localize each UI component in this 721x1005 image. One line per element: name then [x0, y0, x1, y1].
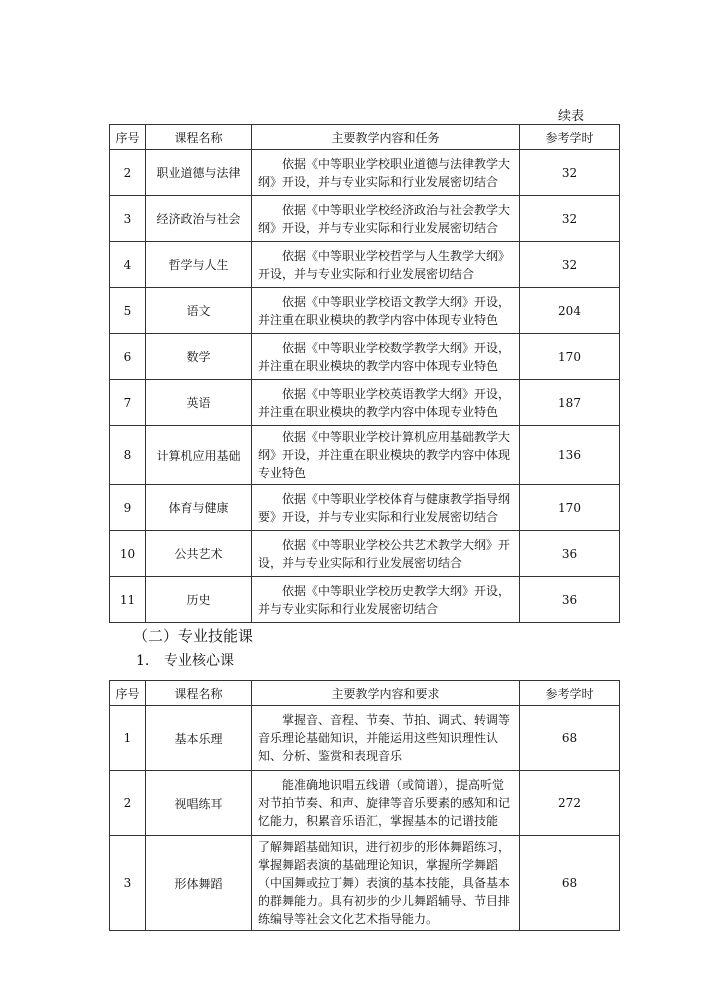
course-content-text: 依据《中等职业学校经济政治与社会教学大纲》开设，并与专业实际和行业发展密切结合 — [258, 202, 511, 235]
course-content-text: 依据《中等职业学校历史教学大纲》开设，并与专业实际和行业发展密切结合 — [258, 583, 511, 616]
table-row — [110, 836, 620, 931]
course-name: 体育与健康 — [146, 485, 252, 531]
subsection-number: 1. — [136, 653, 150, 669]
course-content-text: 依据《中等职业学校英语教学大纲》开设，并注重在职业模块的教学内容中体现专业特色 — [258, 386, 511, 419]
course-hours: 68 — [520, 706, 620, 771]
course-content-text: 能准确地识唱五线谱（或简谱），提高听觉对节拍节奏、和声、旋律等音乐要素的感知和记忆能力，积累音乐语汇，掌握基本的记谱技能 — [258, 778, 511, 828]
course-content — [252, 706, 520, 771]
course-content — [252, 150, 520, 196]
course-name: 公共艺术 — [146, 531, 252, 577]
table-row — [110, 771, 620, 836]
table-row — [110, 426, 620, 485]
row-number: 10 — [110, 531, 146, 577]
course-hours: 68 — [520, 836, 620, 931]
course-hours: 170 — [520, 334, 620, 380]
course-hours: 36 — [520, 577, 620, 623]
course-hours: 32 — [520, 150, 620, 196]
course-content — [252, 380, 520, 426]
course-hours: 32 — [520, 196, 620, 242]
course-content-text: 掌握音、音程、节奏、节拍、调式、转调等音乐理论基础知识，并能运用这些知识理性认知、分析、鉴赏和表现音乐 — [258, 713, 511, 763]
course-content-text: 依据《中等职业学校语文教学大纲》开设，并注重在职业模块的教学内容中体现专业特色 — [258, 294, 511, 327]
header-content: 主要教学内容和任务 — [252, 125, 520, 150]
course-hours: 204 — [520, 288, 620, 334]
course-name: 计算机应用基础 — [146, 426, 252, 485]
row-number: 9 — [110, 485, 146, 531]
course-hours: 36 — [520, 531, 620, 577]
course-hours: 32 — [520, 242, 620, 288]
course-content-text: 依据《中等职业学校计算机应用基础教学大纲》开设，并注重在职业模块的教学内容中体现专业特色 — [258, 430, 511, 480]
row-number: 7 — [110, 380, 146, 426]
course-content — [252, 836, 520, 931]
table-row — [110, 150, 620, 196]
course-content — [252, 577, 520, 623]
general-courses-table — [109, 124, 620, 623]
table-header-row — [110, 681, 620, 706]
course-name: 历史 — [146, 577, 252, 623]
course-content-text: 依据《中等职业学校公共艺术教学大纲》开设，并与专业实际和行业发展密切结合 — [258, 537, 511, 570]
course-content-text: 依据《中等职业学校体育与健康教学指导纲要》开设，并与专业实际和行业发展密切结合 — [258, 491, 511, 524]
table-row — [110, 334, 620, 380]
course-name: 数学 — [146, 334, 252, 380]
subsection-title: 专业核心课 — [164, 653, 234, 669]
core-courses-table — [109, 680, 620, 931]
course-name: 经济政治与社会 — [146, 196, 252, 242]
course-name: 语文 — [146, 288, 252, 334]
header-no: 序号 — [110, 125, 146, 150]
course-hours: 272 — [520, 771, 620, 836]
row-number: 11 — [110, 577, 146, 623]
course-name: 视唱练耳 — [146, 771, 252, 836]
table-row — [110, 380, 620, 426]
course-name: 形体舞蹈 — [146, 836, 252, 931]
table-row — [110, 242, 620, 288]
course-content — [252, 531, 520, 577]
row-number: 4 — [110, 242, 146, 288]
course-content — [252, 242, 520, 288]
course-name: 职业道德与法律 — [146, 150, 252, 196]
table-row — [110, 706, 620, 771]
table-row — [110, 577, 620, 623]
course-content — [252, 196, 520, 242]
row-number: 6 — [110, 334, 146, 380]
header-hours: 参考学时 — [520, 125, 620, 150]
row-number: 8 — [110, 426, 146, 485]
table-row — [110, 485, 620, 531]
header-hours: 参考学时 — [520, 681, 620, 706]
header-course-name: 课程名称 — [146, 125, 252, 150]
row-number: 1 — [110, 706, 146, 771]
course-content — [252, 485, 520, 531]
continued-label: 续表 — [558, 109, 585, 124]
header-course-name: 课程名称 — [146, 681, 252, 706]
course-content — [252, 334, 520, 380]
header-no: 序号 — [110, 681, 146, 706]
row-number: 2 — [110, 771, 146, 836]
course-content — [252, 426, 520, 485]
table-row — [110, 531, 620, 577]
course-name: 英语 — [146, 380, 252, 426]
table-header-row — [110, 125, 620, 150]
course-hours: 136 — [520, 426, 620, 485]
section-heading: （二）专业技能课 — [133, 627, 254, 645]
course-hours: 187 — [520, 380, 620, 426]
row-number: 5 — [110, 288, 146, 334]
course-content-text: 依据《中等职业学校职业道德与法律教学大纲》开设，并与专业实际和行业发展密切结合 — [258, 156, 511, 189]
header-content: 主要教学内容和要求 — [252, 681, 520, 706]
row-number: 3 — [110, 836, 146, 931]
course-name: 基本乐理 — [146, 706, 252, 771]
table-row — [110, 196, 620, 242]
course-content — [252, 288, 520, 334]
course-content-text: 依据《中等职业学校数学教学大纲》开设，并注重在职业模块的教学内容中体现专业特色 — [258, 340, 511, 373]
table-row — [110, 288, 620, 334]
row-number: 2 — [110, 150, 146, 196]
subsection-heading — [136, 650, 234, 670]
course-content-text: 依据《中等职业学校哲学与人生教学大纲》开设，并与专业实际和行业发展密切结合 — [258, 248, 511, 281]
course-content — [252, 771, 520, 836]
course-name: 哲学与人生 — [146, 242, 252, 288]
row-number: 3 — [110, 196, 146, 242]
course-content-text: 了解舞蹈基础知识，进行初步的形体舞蹈练习，掌握舞蹈表演的基础理论知识，掌握所学舞蹈（中国舞或拉丁舞）表演的基本技能，具备基本的群舞能力。具有初步的少儿舞蹈辅导、节目排练编导等社会文化艺术指导能力。 — [258, 840, 511, 926]
course-hours: 170 — [520, 485, 620, 531]
